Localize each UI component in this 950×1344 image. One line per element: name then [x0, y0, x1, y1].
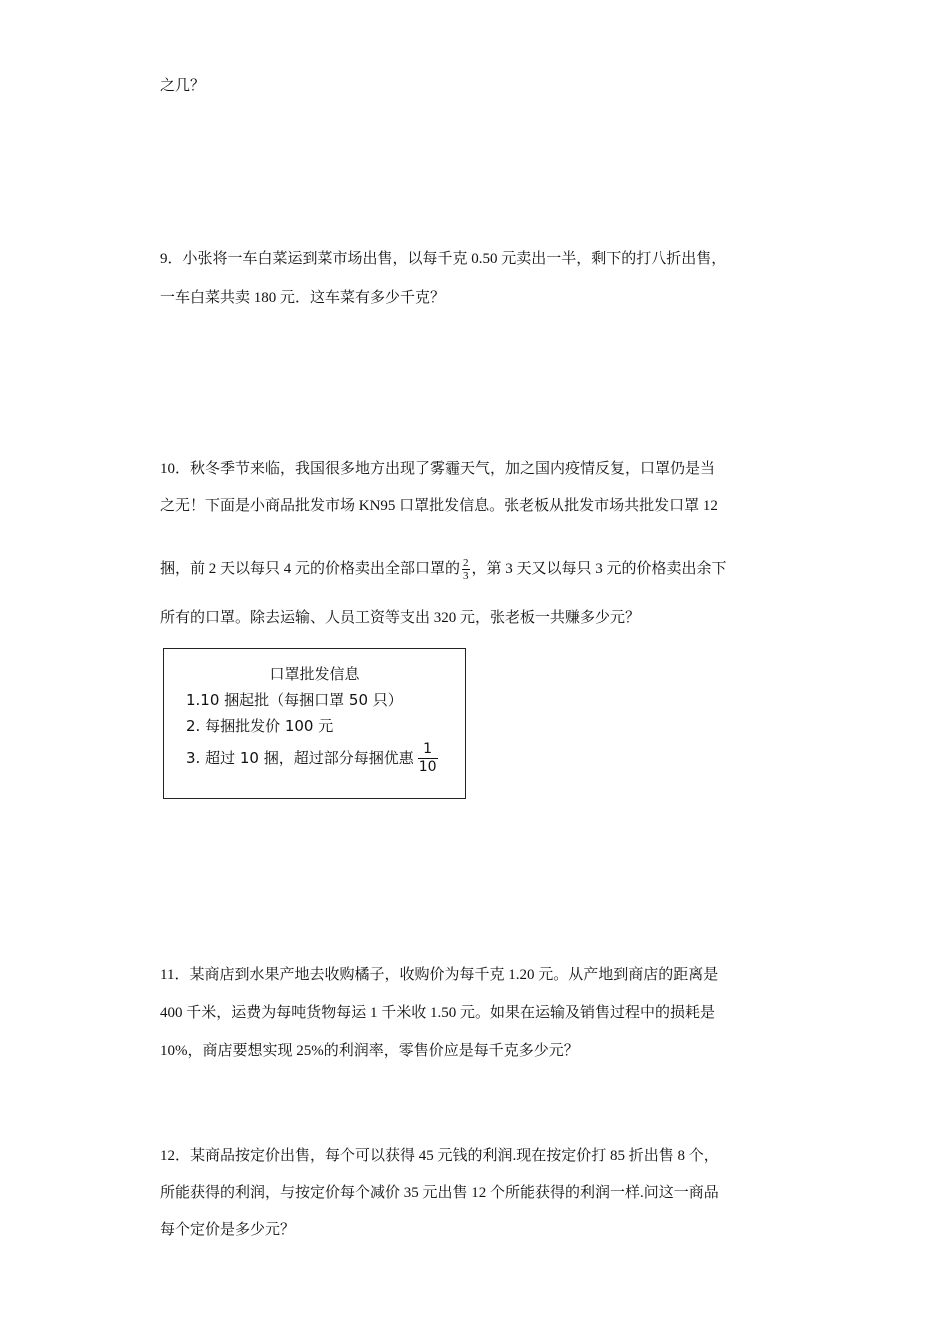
q11-line-1: 11．某商店到水果产地去收购橘子，收购价为每千克 1.20 元。从产地到商店的距离是: [160, 967, 719, 983]
q12-line-3: 每个定价是多少元？: [160, 1222, 296, 1238]
q8-tail: 之几？: [160, 78, 206, 94]
fraction-two-thirds: [462, 557, 470, 582]
info-item-1: 1.10 捆起批（每捆口罩 50 只）: [186, 691, 403, 709]
fraction-denominator: 10: [418, 759, 437, 775]
q10-line-3-after: ，第 3 天又以每只 3 元的价格卖出余下: [471, 560, 727, 577]
info-box-title: 口罩批发信息: [269, 665, 360, 683]
q10-line-3: [160, 557, 727, 582]
q10-line-2: 之无！下面是小商品批发市场 KN95 口罩批发信息。张老板从批发市场共批发口罩 12: [160, 498, 718, 514]
fraction-one-tenth: [418, 741, 438, 776]
fraction-numerator: 2: [463, 557, 469, 569]
q10-line-4: 所有的口罩。除去运输、人员工资等支出 320 元，张老板一共赚多少元？: [160, 610, 641, 626]
info-item-2: 2. 每捆批发价 100 元: [186, 717, 334, 735]
info-item-3: [186, 741, 440, 776]
fraction-denominator: 3: [463, 570, 469, 582]
q10-line-1: 10．秋冬季节来临，我国很多地方出现了雾霾天气，加之国内疫情反复，口罩仍是当: [160, 461, 716, 477]
q9-line-2: 一车白菜共卖 180 元．这车菜有多少千克？: [160, 290, 446, 306]
q11-line-3: 10%，商店要想实现 25%的利润率，零售价应是每千克多少元？: [160, 1043, 579, 1059]
info-item-3-text: 3. 超过 10 捆，超过部分每捆优惠: [186, 749, 414, 767]
mask-wholesale-info-box: [163, 648, 466, 799]
q9-line-1: 9．小张将一车白菜运到菜市场出售，以每千克 0.50 元卖出一半，剩下的打八折出售，: [160, 251, 727, 267]
q10-line-3-before: 捆，前 2 天以每只 4 元的价格卖出全部口罩的: [160, 560, 461, 577]
q11-line-2: 400 千米，运费为每吨货物每运 1 千米收 1.50 元。如果在运输及销售过程中的损耗是: [160, 1005, 716, 1021]
fraction-numerator: 1: [423, 741, 433, 757]
q12-line-1: 12．某商品按定价出售，每个可以获得 45 元钱的利润.现在按定价打 85 折出售 8 个，: [160, 1148, 719, 1164]
q12-line-2: 所能获得的利润，与按定价每个减价 35 元出售 12 个所能获得的利润一样.问这一商品: [160, 1185, 719, 1201]
